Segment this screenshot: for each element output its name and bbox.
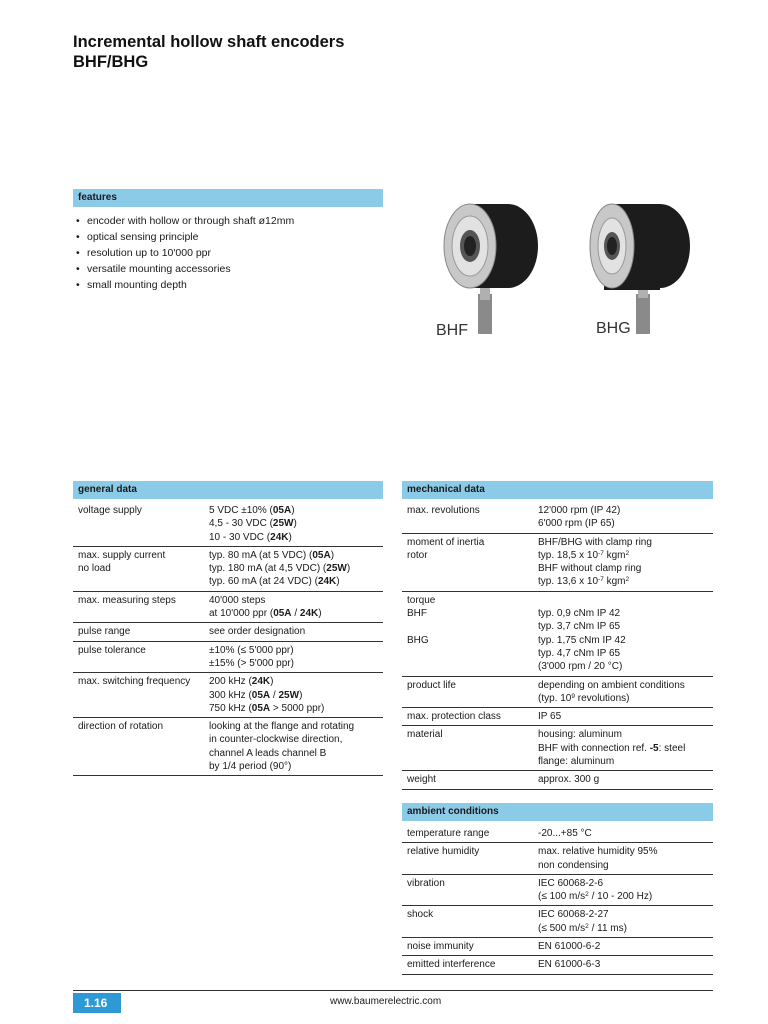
bhg-caption: BHG — [596, 320, 631, 337]
row-value — [204, 641, 383, 673]
row-label — [402, 533, 533, 591]
bhg-encoder-image — [580, 196, 700, 336]
value-line: 4,5 - 30 VDC (25W) — [209, 518, 297, 530]
footer-divider — [73, 990, 713, 991]
value-line: IEC 60068-2-27 — [538, 909, 609, 921]
table-row — [402, 843, 713, 875]
title-line-1: Incremental hollow shaft encoders — [73, 33, 345, 51]
row-value — [204, 718, 383, 776]
ambient-conditions-table — [402, 825, 713, 975]
page-title — [73, 32, 344, 72]
row-label: pulse range — [73, 623, 204, 641]
value-line: non condensing — [538, 859, 609, 871]
row-value — [204, 502, 383, 546]
feature-item: • versatile mounting accessories — [73, 261, 294, 277]
value-line: ±10% (≤ 5'000 ppr) — [209, 644, 294, 656]
bhf-caption: BHF — [436, 322, 468, 339]
general-data-table — [73, 502, 383, 776]
value-line: typ. 60 mA (at 24 VDC) (24K) — [209, 576, 340, 588]
row-value — [533, 843, 713, 875]
row-value — [533, 708, 713, 726]
features-heading: features — [73, 189, 383, 207]
value-line: channel A leads channel B — [209, 747, 327, 759]
feature-item: • small mounting depth — [73, 277, 294, 293]
value-line: EN 61000-6-3 — [538, 959, 601, 971]
value-line: typ. 3,7 cNm IP 65 — [538, 621, 621, 633]
bhf-encoder-image — [430, 196, 550, 336]
table-row — [402, 771, 713, 789]
row-label: emitted interference — [402, 956, 533, 974]
mechanical-data-heading: mechanical data — [402, 481, 713, 499]
row-value — [204, 591, 383, 623]
row-value — [533, 956, 713, 974]
row-value — [533, 771, 713, 789]
row-value — [533, 874, 713, 906]
feature-item: • encoder with hollow or through shaft ø12mm — [73, 213, 294, 229]
value-line: 6'000 rpm (IP 65) — [538, 518, 615, 530]
table-row — [73, 673, 383, 718]
feature-item: • optical sensing principle — [73, 229, 294, 245]
row-label: weight — [402, 771, 533, 789]
mechanical-data-table — [402, 502, 713, 790]
row-label: relative humidity — [402, 843, 533, 875]
value-line: ±15% (> 5'000 ppr) — [209, 657, 294, 669]
table-row — [402, 533, 713, 591]
value-line: (≤ 500 $m/s^2 / 11$ ms) — [538, 922, 627, 934]
value-line: flange: aluminum — [538, 756, 615, 768]
value-line: 300 kHz (05A / 25W) — [209, 689, 303, 701]
value-line: (3'000 rpm / 20 °C) — [538, 661, 623, 673]
table-row — [73, 623, 383, 641]
value-line: -20...+85 °C — [538, 828, 592, 839]
value-line: housing: aluminum — [538, 729, 622, 741]
row-value — [533, 825, 713, 843]
value-line: 200 kHz (24K) — [209, 676, 274, 688]
title-line-2: BHF/BHG — [73, 53, 149, 71]
label-line: torque — [407, 594, 436, 606]
value-line: approx. 300 g — [538, 774, 600, 786]
row-label: max. switching frequency — [73, 673, 204, 718]
table-row — [73, 591, 383, 623]
value-line: 10 - 30 VDC (24K) — [209, 531, 292, 543]
table-row — [402, 591, 713, 676]
value-line: typ. 4,7 cNm IP 65 — [538, 647, 621, 659]
row-value — [533, 906, 713, 938]
table-row — [73, 502, 383, 546]
feature-item: • resolution up to 10'000 ppr — [73, 245, 294, 261]
table-row — [402, 825, 713, 843]
row-value — [533, 676, 713, 708]
page-number-badge: 1.16 — [73, 993, 121, 1013]
label-line: moment of inertia — [407, 536, 485, 548]
value-line: see order designation — [209, 626, 306, 638]
row-label: voltage supply — [73, 502, 204, 546]
features-list — [73, 213, 294, 293]
row-label: vibration — [402, 874, 533, 906]
row-label: max. measuring steps — [73, 591, 204, 623]
value-line: typ. 0,9 cNm IP 42 — [538, 608, 621, 620]
row-label: product life — [402, 676, 533, 708]
table-row — [402, 874, 713, 906]
value-line: 750 kHz (05A > 5000 ppr) — [209, 702, 325, 714]
value-line: 5 VDC ±10% (05A) — [209, 505, 295, 516]
row-label: max. protection class — [402, 708, 533, 726]
value-line: typ. 180 mA (at 4,5 VDC) (25W) — [209, 563, 351, 575]
ambient-conditions-heading: ambient conditions — [402, 803, 713, 821]
value-line: IP 65 — [538, 711, 562, 723]
value-line: looking at the flange and rotating — [209, 721, 355, 733]
value-line: typ. 80 mA (at 5 VDC) (05A) — [209, 549, 335, 561]
table-row — [402, 938, 713, 956]
value-line: by 1/4 period (90°) — [209, 761, 292, 773]
table-row — [73, 641, 383, 673]
row-value — [533, 938, 713, 956]
table-row — [402, 676, 713, 708]
row-value — [533, 591, 713, 676]
general-data-heading: general data — [73, 481, 383, 499]
value-line: at 10'000 ppr (05A / 24K) — [209, 608, 322, 620]
table-row — [73, 546, 383, 591]
row-label: direction of rotation — [73, 718, 204, 776]
row-label: shock — [402, 906, 533, 938]
table-row — [402, 726, 713, 771]
value-line: IEC 60068-2-6 — [538, 877, 604, 889]
row-label — [402, 591, 533, 676]
label-line: no load — [78, 563, 111, 575]
row-value — [533, 533, 713, 591]
value-line: 12'000 rpm (IP 42) — [538, 505, 621, 516]
row-label: noise immunity — [402, 938, 533, 956]
value-line: BHF/BHG with clamp ring — [538, 536, 652, 548]
value-line: depending on ambient conditions — [538, 679, 685, 691]
label-line: BHF — [407, 608, 427, 620]
table-row — [402, 956, 713, 974]
value-line: max. relative humidity 95% — [538, 846, 658, 858]
row-label: max. revolutions — [402, 502, 533, 533]
row-value — [533, 502, 713, 533]
row-label: pulse tolerance — [73, 641, 204, 673]
table-row — [402, 906, 713, 938]
row-label: temperature range — [402, 825, 533, 843]
table-row — [402, 708, 713, 726]
value-line: BHF with connection ref. -5: steel — [538, 742, 686, 754]
row-label — [73, 546, 204, 591]
label-line: BHG — [407, 634, 429, 646]
label-line: max. supply current — [78, 549, 166, 561]
value-line: BHF without clamp ring — [538, 563, 642, 575]
footer-url: www.baumerelectric.com — [330, 996, 442, 1007]
table-row — [402, 502, 713, 533]
value-line: typ. 18,5 x $10^{-7}$ kgm$^2$ — [538, 549, 630, 561]
row-value — [204, 673, 383, 718]
row-value — [204, 623, 383, 641]
value-line: typ. 13,6 x $10^{-7}$ kgm$^2$ — [538, 576, 630, 588]
value-line: (≤ 100 $m/s^2 / 10 - 200$ Hz) — [538, 891, 653, 903]
value-line: in counter-clockwise direction, — [209, 734, 343, 746]
label-line: rotor — [407, 549, 428, 561]
row-value — [533, 726, 713, 771]
row-label: material — [402, 726, 533, 771]
value-line: 40'000 steps — [209, 594, 266, 606]
value-line: typ. 1,75 cNm IP 42 — [538, 634, 626, 646]
value-line: (typ. $10^9$ revolutions) — [538, 692, 630, 704]
table-row — [73, 718, 383, 776]
row-value — [204, 546, 383, 591]
value-line: EN 61000-6-2 — [538, 941, 601, 953]
